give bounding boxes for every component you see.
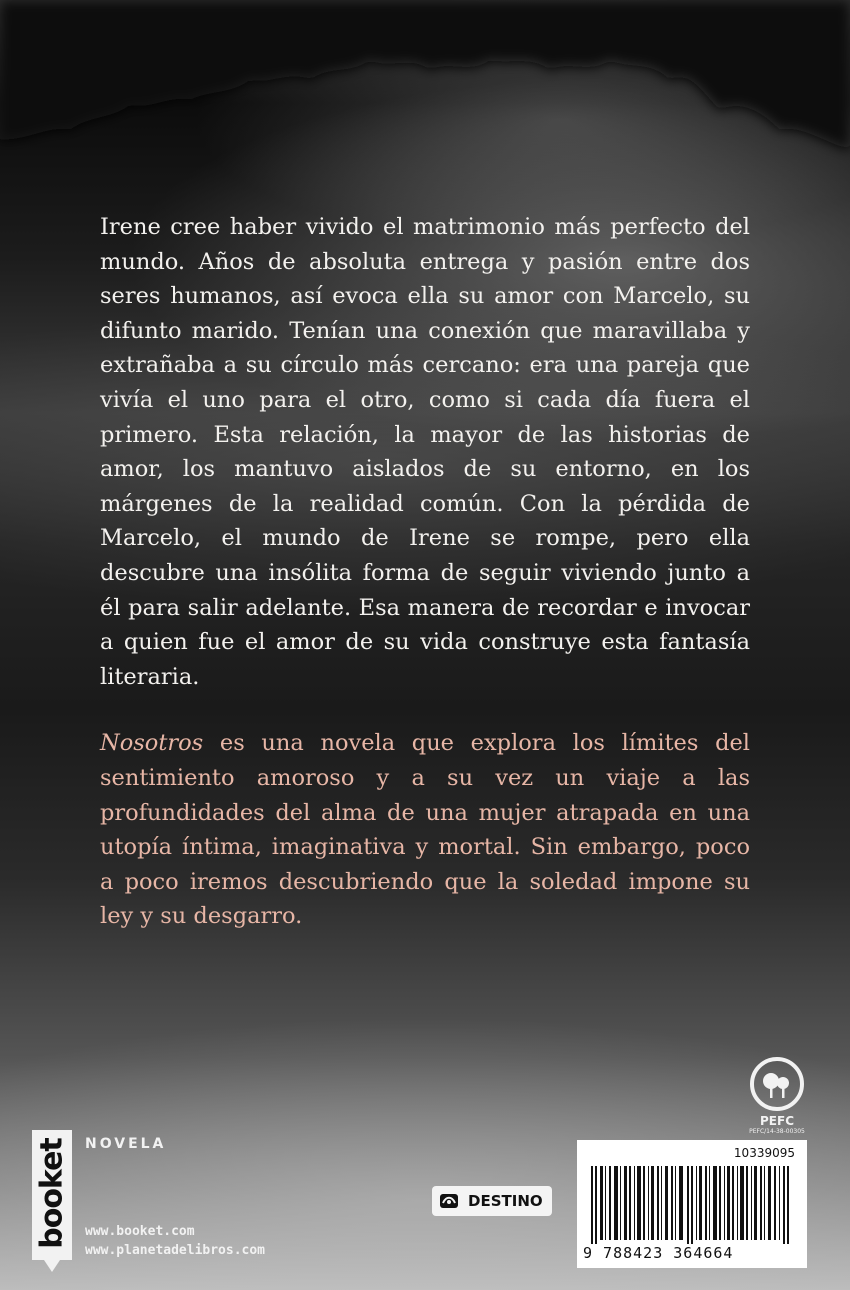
synopsis-paragraph-2 [100,726,750,934]
genre-label: NOVELA [85,1136,167,1152]
website-links [85,1222,265,1260]
barcode-bars [591,1166,795,1248]
publisher-name: DESTINO [468,1192,543,1210]
pefc-certification [747,1056,807,1138]
destino-emblem-icon [438,1190,460,1212]
pefc-code: PEFC/14-38-00305 [749,1128,805,1135]
pefc-trees-icon [749,1056,805,1112]
url-planetadelibros[interactable]: www.planetadelibros.com [85,1243,266,1258]
treeline-silhouette [0,0,850,220]
isbn-number: 9 788423 364664 [583,1244,803,1262]
publisher-logo [432,1186,552,1216]
synopsis-paragraph-1: Irene cree haber vivido el matrimonio más perfecto del mundo. Años de absoluta entrega y pasión entre dos seres humanos, así evoca ella su amor con Marcelo, su difunto marido. Tenían una conexión que maravillaba y extrañaba a su círculo más cercano: era una pareja que vivía el uno para el otro, como si cada día fuera el primero. Esta relación, la mayor de las historias de amor, los mantuvo aislados de su entorno, en los márgenes de la realidad común. Con la pérdida de Marcelo, el mundo de Irene se rompe, pero ella descubre una insólita forma de seguir viviendo junto a él para salir adelante. Esa manera de recordar e invocar a quien fue el amor de su vida construye esta fantasía literaria. [100,214,750,690]
product-code: 10339095 [733,1146,795,1160]
booket-logo-tab [44,1260,60,1272]
book-title: Nosotros [100,730,204,757]
pefc-label: PEFC [760,1114,794,1128]
barcode [577,1140,807,1268]
synopsis-paragraph-2-text: es una novela que explora los límites del sentimiento amoroso y a su vez un viaje a las profundidades del alma de una mujer atrapada en una utopía íntima, imaginativa y mortal. Sin embargo, poco a poco iremos descubriendo que la soledad impone su ley y su desgarro. [100,730,750,930]
booket-logo [32,1130,72,1260]
url-booket[interactable]: www.booket.com [85,1224,195,1239]
booket-logo-text: booket [34,1138,70,1249]
synopsis [100,210,750,934]
